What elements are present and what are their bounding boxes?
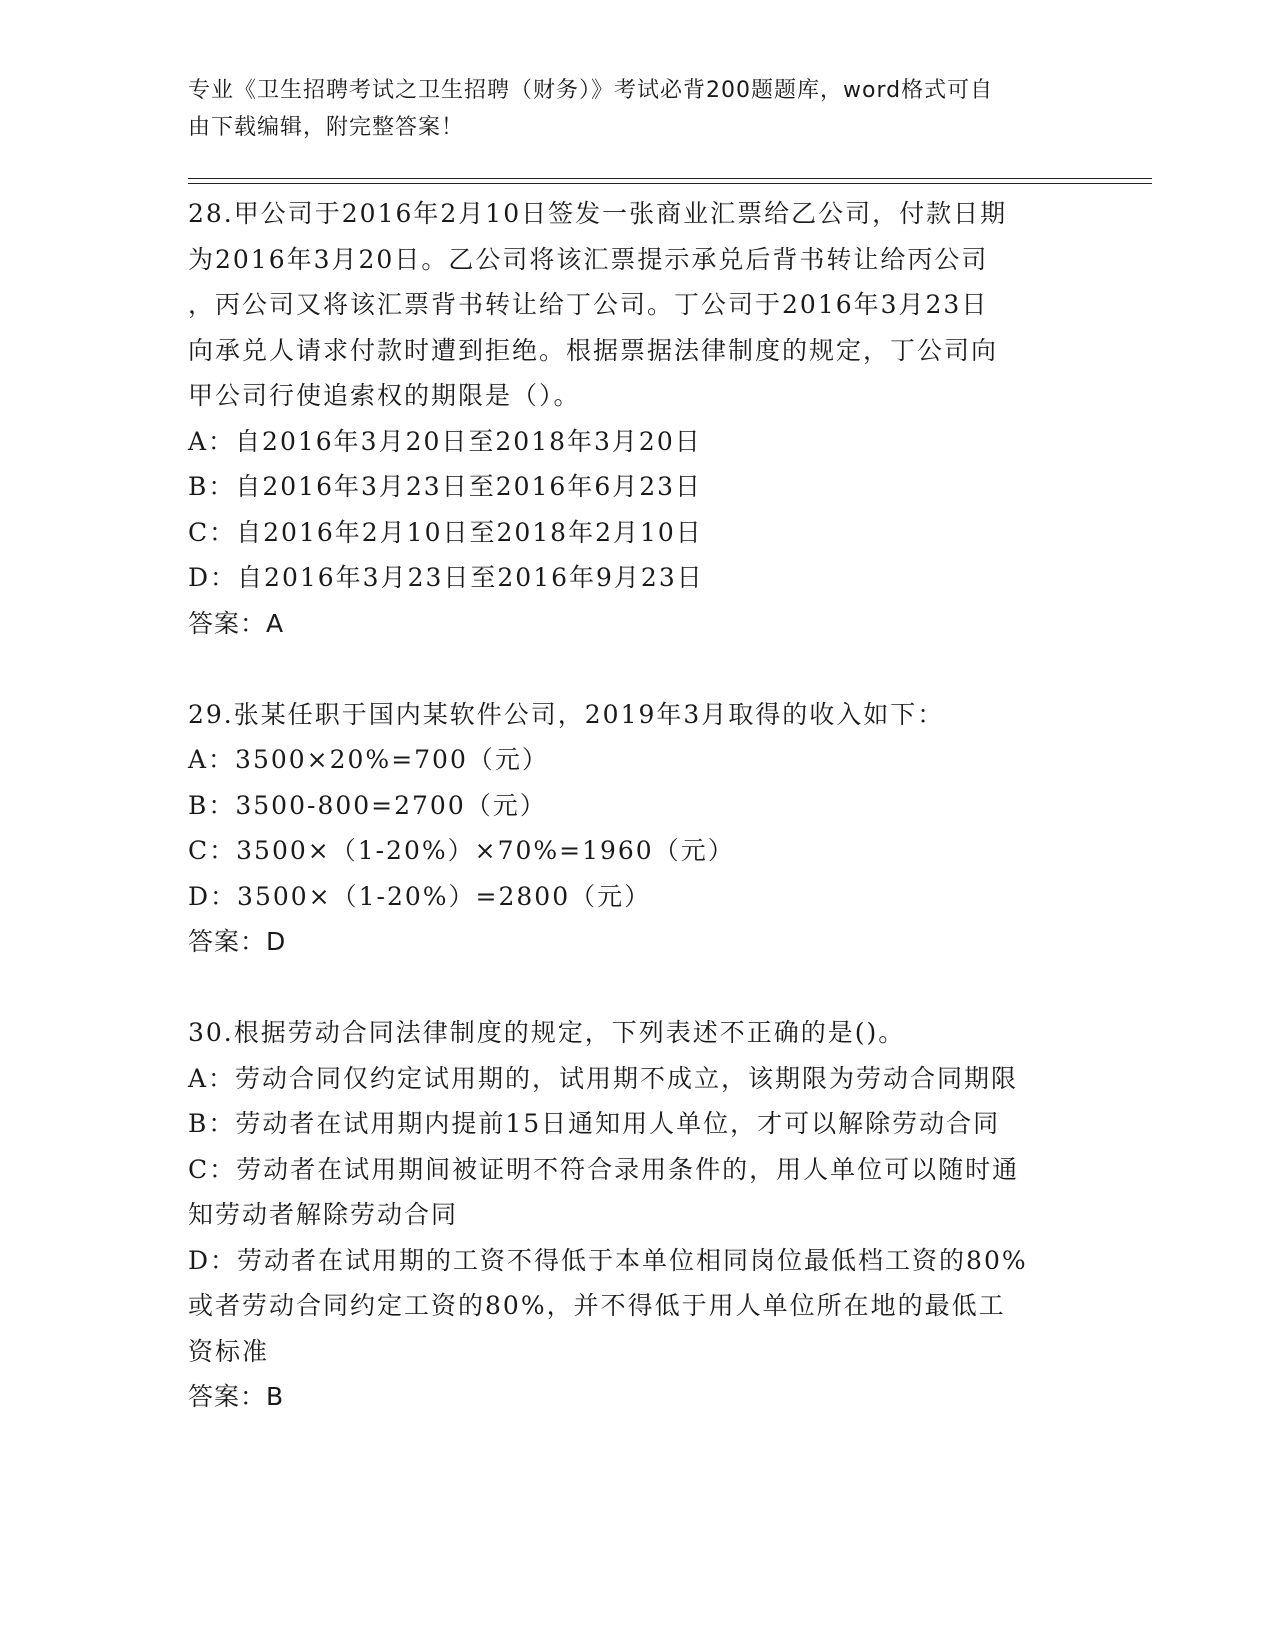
question-stem-line: 30.根据劳动合同法律制度的规定，下列表述不正确的是()。 [188,1018,906,1047]
question-block [188,191,1088,646]
question-stem-line: 向承兑人请求付款时遭到拒绝。根据票据法律制度的规定，丁公司向 [188,335,999,365]
header-line: 专业《卫生招聘考试之卫生招聘（财务）》考试必背200题题库，word格式可自 [188,78,994,103]
answer-line: 答案：D [188,927,287,956]
spacer [188,646,1088,692]
spacer [188,965,1088,1011]
option-b: B：劳动者在试用期内提前15日通知用人单位，才可以解除劳动合同 [188,1109,1001,1138]
question-block [188,692,1088,965]
option-a: A：自2016年3月20日至2018年3月20日 [188,426,702,456]
question-stem-line: 为2016年3月20日。乙公司将该汇票提示承兑后背书转让给丙公司 [188,244,989,274]
question-stem-line: ，丙公司又将该汇票背书转让给丁公司。丁公司于2016年3月23日 [188,290,989,319]
option-b: B：自2016年3月23日至2016年6月23日 [188,472,703,501]
option-d: D：自2016年3月23日至2016年9月23日 [188,563,704,592]
header-divider [188,183,1152,184]
option-a: A：3500×20%=700（元） [188,745,549,774]
option-c-continued: 知劳动者解除劳动合同 [188,1200,459,1229]
answer-line: 答案：A [188,608,285,638]
document-header [188,72,1068,146]
option-d: D：3500×（1-20%）=2800（元） [188,881,652,911]
question-stem-line: 28.甲公司于2016年2月10日签发一张商业汇票给乙公司，付款日期 [188,199,1008,228]
question-block [188,1010,1088,1420]
question-stem-line: 29.张某任职于国内某软件公司，2019年3月取得的收入如下： [188,699,945,729]
option-a: A：劳动合同仅约定试用期的，试用期不成立，该期限为劳动合同期限 [188,1063,1019,1093]
question-list [188,191,1088,1420]
option-d-continued: 或者劳动合同约定工资的80%，并不得低于用人单位所在地的最低工 [188,1291,1006,1320]
header-divider [188,178,1152,179]
option-d: D：劳动者在试用期的工资不得低于本单位相同岗位最低档工资的80% [188,1245,1028,1275]
header-line: 由下载编辑，附完整答案！ [188,115,465,140]
option-d-continued: 资标准 [188,1336,270,1366]
question-stem-line: 甲公司行使追索权的期限是（）。 [188,381,581,410]
option-c: C：自2016年2月10日至2018年2月10日 [188,517,703,547]
answer-line: 答案：B [188,1382,285,1411]
option-c: C：劳动者在试用期间被证明不符合录用条件的，用人单位可以随时通 [188,1154,1020,1184]
option-b: B：3500-800=2700（元） [188,790,547,820]
option-c: C：3500×（1-20%）×70%=1960（元） [188,836,735,865]
